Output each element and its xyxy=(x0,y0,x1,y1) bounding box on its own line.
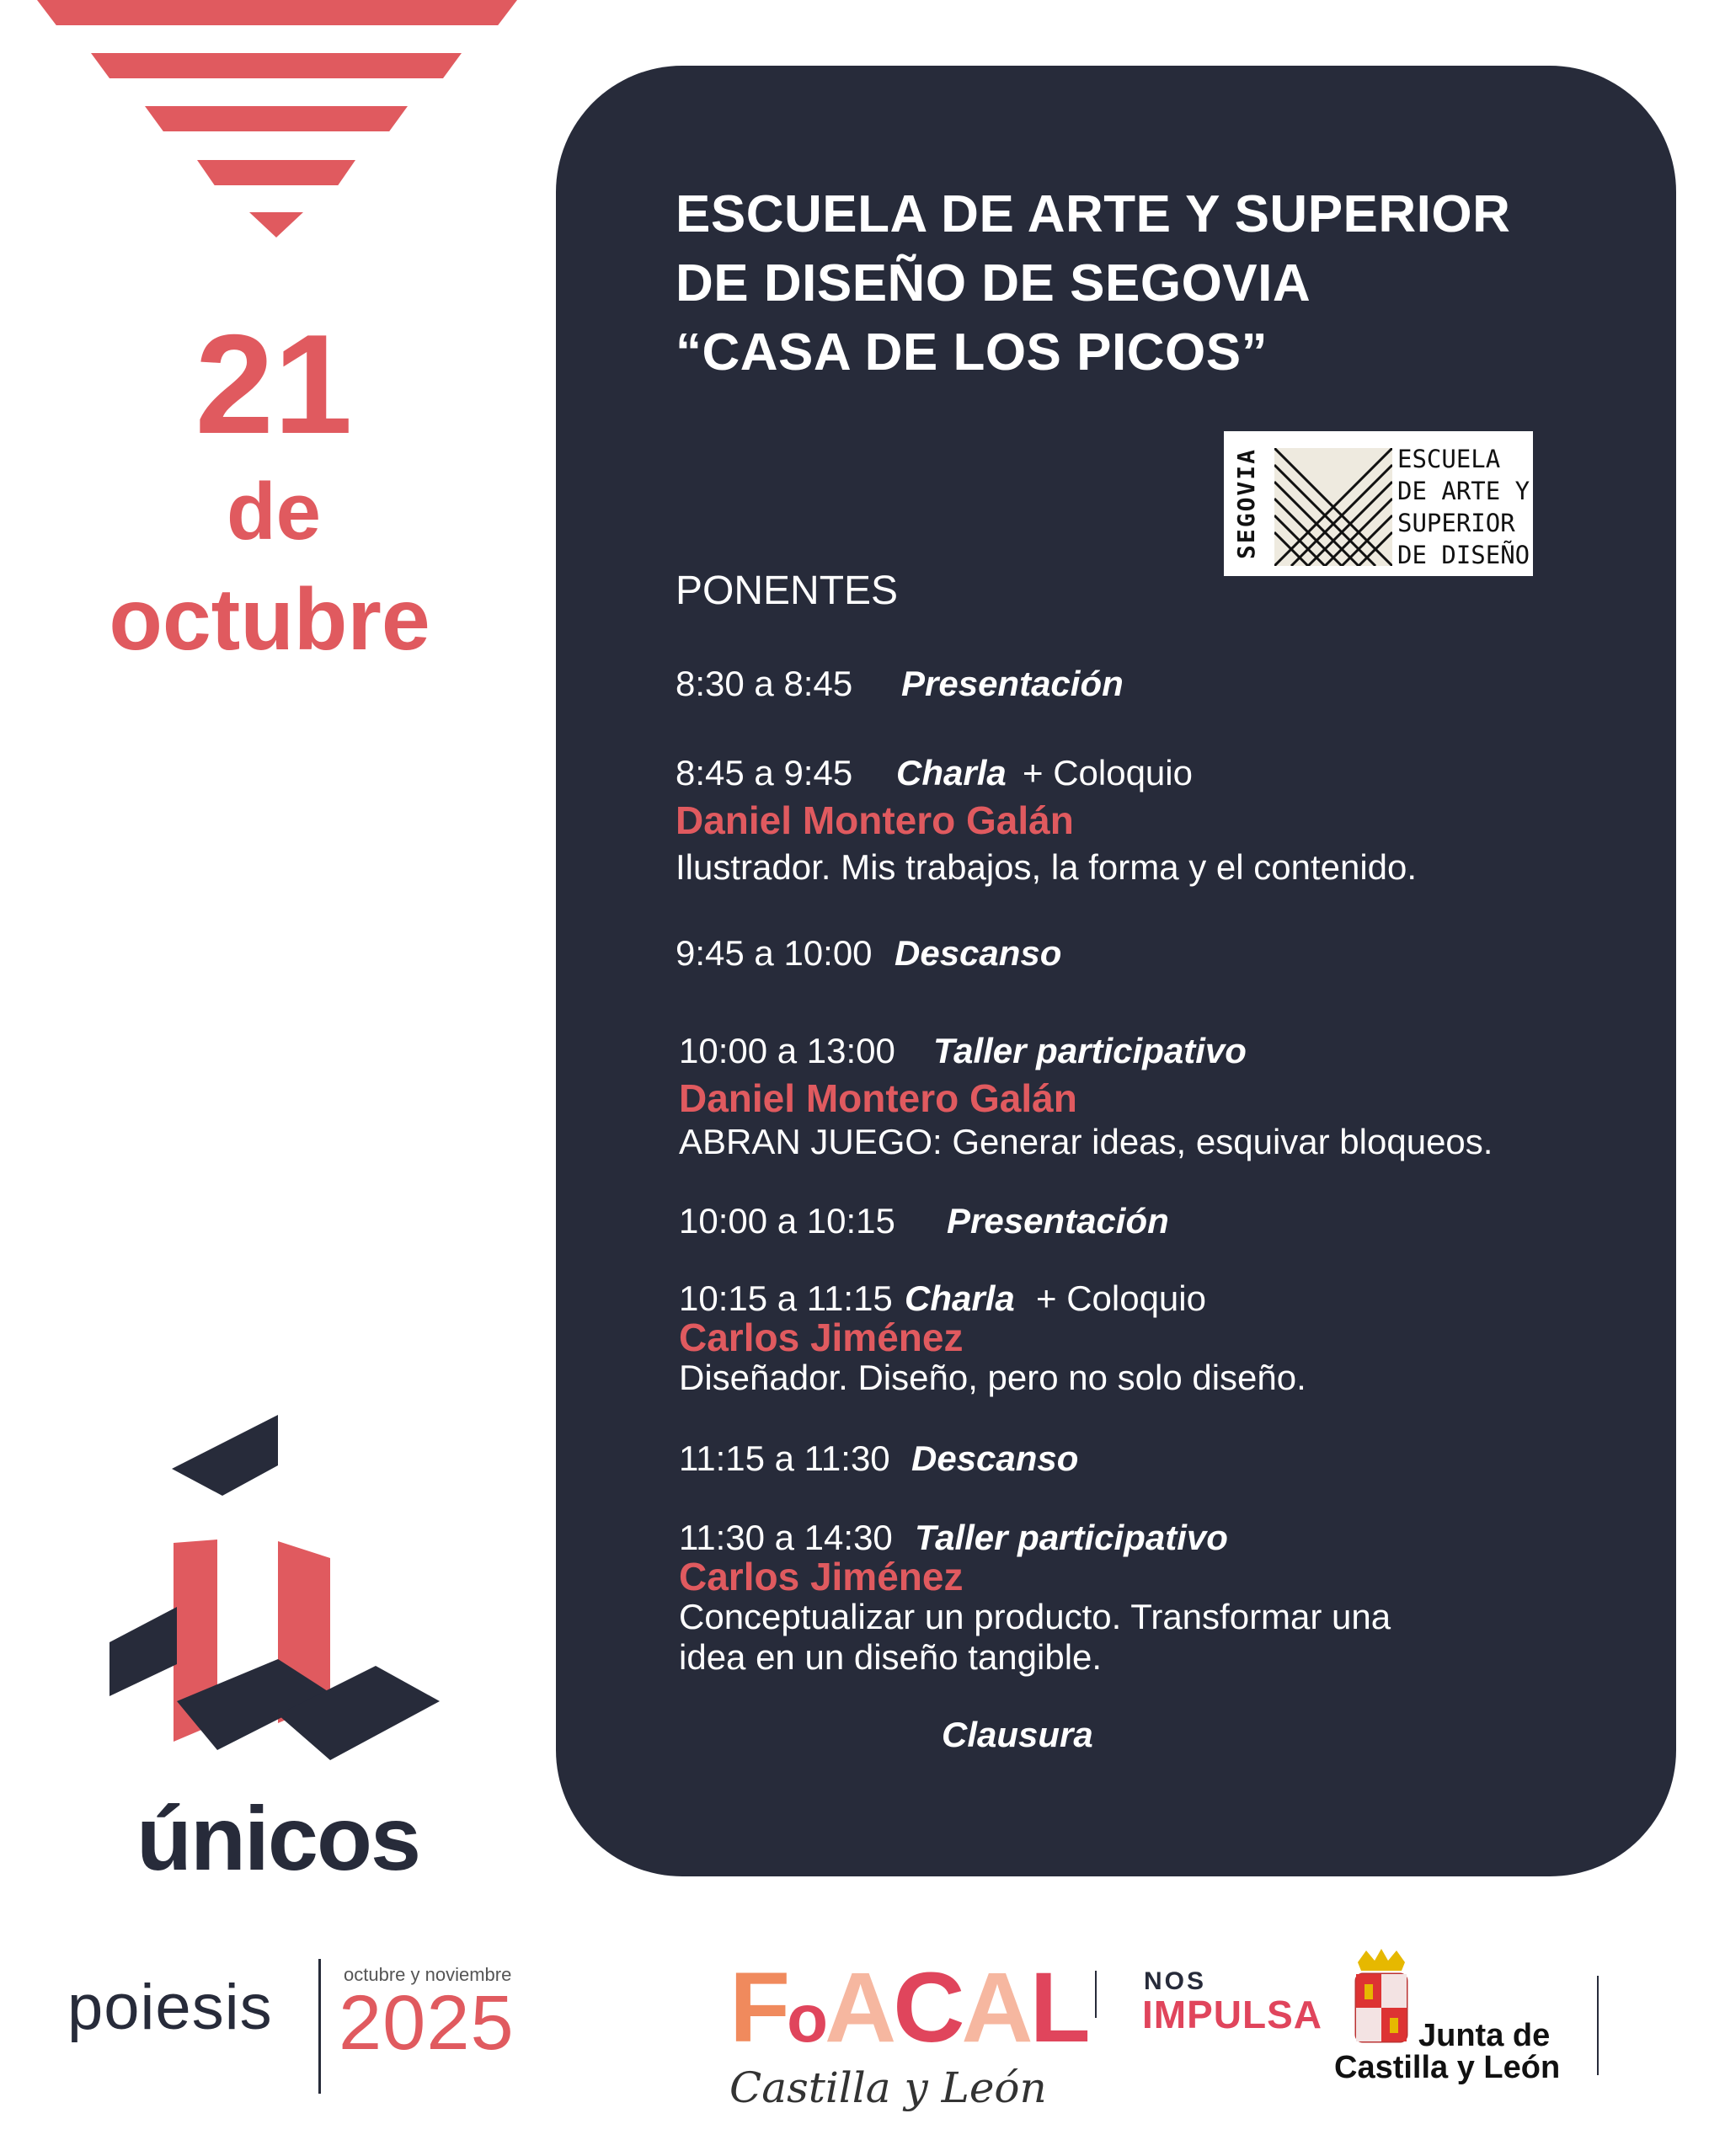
schedule-extra: + Coloquio xyxy=(1023,753,1193,792)
schedule-speaker: Daniel Montero Galán xyxy=(676,798,1074,842)
junta-crest-icon xyxy=(1351,1945,1412,2052)
schedule-activity: Descanso xyxy=(911,1438,1079,1478)
school-logo-line: DE DISEÑO xyxy=(1397,541,1530,569)
schedule-time: 10:00 a 13:00 xyxy=(679,1031,895,1070)
schedule-activity: Taller participativo xyxy=(915,1518,1228,1557)
schedule-time: 10:00 a 10:15 xyxy=(679,1201,895,1241)
unicos-wordmark: únicos xyxy=(136,1787,420,1889)
foacal-letter: F xyxy=(729,1952,788,2063)
event-year: 2025 xyxy=(339,1980,515,2066)
junta-line-1: Junta de xyxy=(1418,2018,1551,2053)
date-day: 21 xyxy=(195,305,353,463)
schedule-description: Ilustrador. Mis trabajos, la forma y el contenido. xyxy=(676,847,1418,887)
foacal-subtitle: Castilla y León xyxy=(729,2063,1047,2112)
foacal-logo xyxy=(729,1952,1087,2063)
schedule-time: 10:15 a 11:15 xyxy=(679,1278,893,1318)
foacal-letter: A xyxy=(824,1952,894,2063)
footer-divider xyxy=(1597,1976,1599,2075)
schedule-description: Diseñador. Diseño, pero no solo diseño. xyxy=(679,1358,1306,1397)
venue-line-2: DE DISEÑO DE SEGOVIA xyxy=(676,254,1311,312)
schedule-description: Conceptualizar un producto. Transformar una xyxy=(679,1597,1391,1636)
school-logo-vertical-text: SEGOVIA xyxy=(1232,448,1260,560)
schedule-speaker: Carlos Jiménez xyxy=(679,1315,964,1359)
school-logo-line: DE ARTE Y xyxy=(1397,477,1530,505)
schedule-time: 8:30 a 8:45 xyxy=(676,664,853,703)
footer-divider xyxy=(318,1959,321,2094)
school-logo xyxy=(1224,431,1533,576)
schedule-description: ABRAN JUEGO: Generar ideas, esquivar bloqueos. xyxy=(679,1122,1493,1161)
schedule-time: 11:30 a 14:30 xyxy=(679,1518,893,1557)
venue-line-3: “CASA DE LOS PICOS” xyxy=(676,323,1268,382)
event-months: octubre y noviembre xyxy=(344,1964,512,1985)
schedule-time: 11:15 a 11:30 xyxy=(679,1438,890,1478)
schedule-time: 8:45 a 9:45 xyxy=(676,753,853,792)
schedule-speaker: Daniel Montero Galán xyxy=(679,1076,1077,1120)
date-month: octubre xyxy=(109,571,430,669)
venue-line-1: ESCUELA DE ARTE Y SUPERIOR xyxy=(676,185,1511,243)
venue-title xyxy=(676,180,1644,387)
schedule-activity: Descanso xyxy=(895,933,1062,973)
schedule-activity: Presentación xyxy=(947,1201,1169,1241)
schedule-activity: Presentación xyxy=(901,664,1124,703)
junta-line-2: Castilla y León xyxy=(1334,2050,1561,2085)
school-logo-line: ESCUELA xyxy=(1397,445,1501,473)
unicos-logo-mark xyxy=(109,1415,446,1769)
schedule-activity: Charla xyxy=(905,1278,1015,1318)
schedule-activity: Charla xyxy=(896,753,1007,792)
footer-divider xyxy=(1095,1971,1097,2018)
schedule-activity: Taller participativo xyxy=(933,1031,1247,1070)
nos-impulsa-top: NOS xyxy=(1144,1967,1207,1995)
school-logo-mark xyxy=(1274,448,1392,566)
school-logo-line: SUPERIOR xyxy=(1397,509,1515,537)
foacal-letter: C xyxy=(893,1952,962,2063)
schedule-extra: + Coloquio xyxy=(1036,1278,1206,1318)
foacal-letter: o xyxy=(787,1981,825,2056)
school-logo-text xyxy=(1397,443,1532,571)
foacal-letter: A xyxy=(961,1952,1030,2063)
schedule-time: 9:45 a 10:00 xyxy=(676,933,873,973)
nos-impulsa-bottom: IMPULSA xyxy=(1142,1993,1322,2036)
ponentes-heading: PONENTES xyxy=(676,568,899,613)
closing-label: Clausura xyxy=(942,1715,1093,1754)
foacal-letter: L xyxy=(1029,1952,1087,2063)
schedule-speaker: Carlos Jiménez xyxy=(679,1555,964,1598)
schedule-description: idea en un diseño tangible. xyxy=(679,1637,1103,1677)
poiesis-wordmark: poiesis xyxy=(67,1972,273,2043)
date-de: de xyxy=(226,467,322,557)
